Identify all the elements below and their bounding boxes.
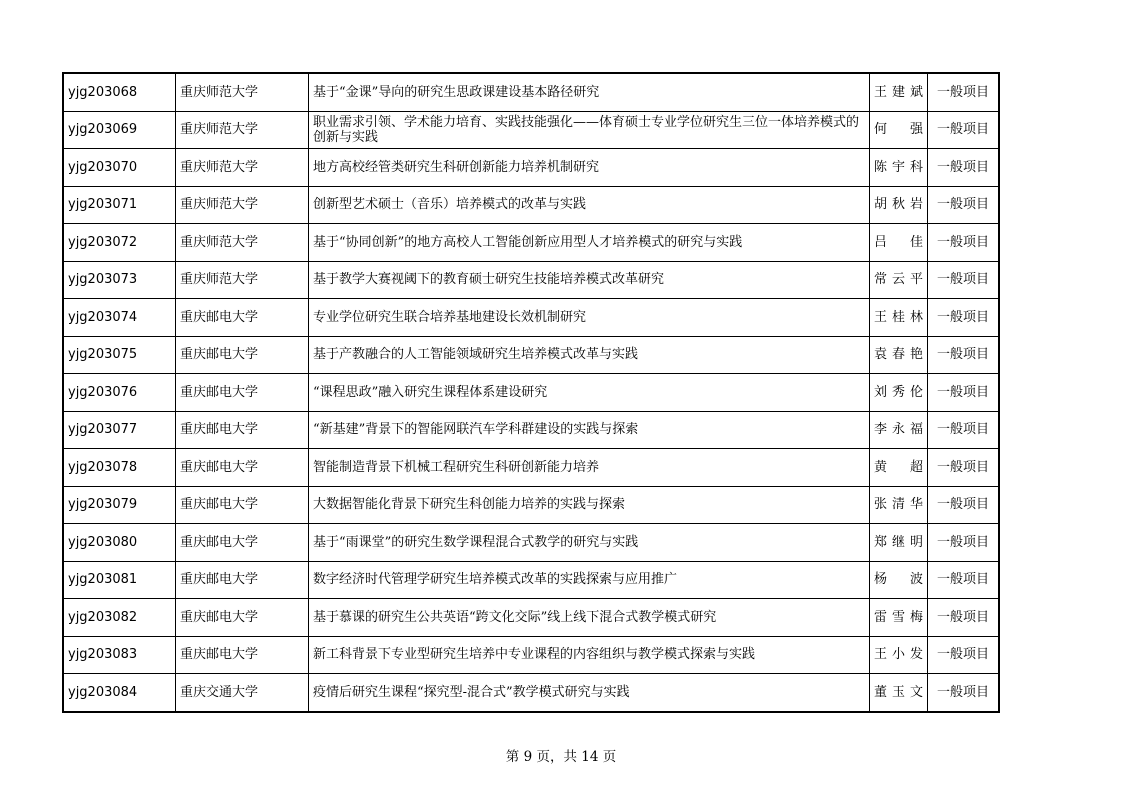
principal-cell: 杨 波 — [870, 561, 928, 599]
project-code-cell: yjg203072 — [63, 224, 176, 262]
principal-cell: 雷雪梅 — [870, 599, 928, 637]
project-title-cell: 基于“雨课堂”的研究生数学课程混合式教学的研究与实践 — [309, 524, 870, 562]
principal-cell: 李永福 — [870, 411, 928, 449]
project-code-cell: yjg203078 — [63, 449, 176, 487]
project-title-cell: 智能制造背景下机械工程研究生科研创新能力培养 — [309, 449, 870, 487]
principal-cell: 刘秀伦 — [870, 374, 928, 412]
project-code-cell: yjg203082 — [63, 599, 176, 637]
table-row — [63, 149, 999, 187]
project-code-cell: yjg203071 — [63, 186, 176, 224]
table-row — [63, 449, 999, 487]
project-type-cell: 一般项目 — [928, 374, 1000, 412]
project-type-cell: 一般项目 — [928, 186, 1000, 224]
project-title-cell: 基于“金课”导向的研究生思政课建设基本路径研究 — [309, 73, 870, 111]
project-type-cell: 一般项目 — [928, 674, 1000, 712]
project-code-cell: yjg203083 — [63, 636, 176, 674]
principal-cell: 郑继明 — [870, 524, 928, 562]
principal-cell: 袁春艳 — [870, 336, 928, 374]
principal-cell: 董玉文 — [870, 674, 928, 712]
principal-cell: 何 强 — [870, 111, 928, 149]
project-code-cell: yjg203076 — [63, 374, 176, 412]
school-cell: 重庆师范大学 — [176, 73, 309, 111]
principal-cell: 吕 佳 — [870, 224, 928, 262]
school-cell: 重庆师范大学 — [176, 149, 309, 187]
project-title-cell: 创新型艺术硕士（音乐）培养模式的改革与实践 — [309, 186, 870, 224]
project-code-cell: yjg203069 — [63, 111, 176, 149]
school-cell: 重庆邮电大学 — [176, 636, 309, 674]
project-table — [62, 72, 1000, 713]
project-type-cell: 一般项目 — [928, 636, 1000, 674]
project-code-cell: yjg203075 — [63, 336, 176, 374]
project-code-cell: yjg203073 — [63, 261, 176, 299]
school-cell: 重庆师范大学 — [176, 186, 309, 224]
project-type-cell: 一般项目 — [928, 561, 1000, 599]
table-row — [63, 299, 999, 337]
project-code-cell: yjg203081 — [63, 561, 176, 599]
project-title-cell: 基于慕课的研究生公共英语“跨文化交际”线上线下混合式教学模式研究 — [309, 599, 870, 637]
table-row — [63, 599, 999, 637]
project-title-cell: 疫情后研究生课程“探究型-混合式”教学模式研究与实践 — [309, 674, 870, 712]
principal-cell: 张清华 — [870, 486, 928, 524]
project-type-cell: 一般项目 — [928, 149, 1000, 187]
school-cell: 重庆邮电大学 — [176, 486, 309, 524]
school-cell: 重庆邮电大学 — [176, 599, 309, 637]
project-type-cell: 一般项目 — [928, 111, 1000, 149]
school-cell: 重庆邮电大学 — [176, 374, 309, 412]
principal-cell: 胡秋岩 — [870, 186, 928, 224]
project-code-cell: yjg203068 — [63, 73, 176, 111]
page-footer: 第 9 页，共 14 页 — [505, 749, 617, 765]
table-row — [63, 674, 999, 712]
table-row — [63, 224, 999, 262]
project-code-cell: yjg203074 — [63, 299, 176, 337]
school-cell: 重庆交通大学 — [176, 674, 309, 712]
table-row — [63, 524, 999, 562]
principal-cell: 王建斌 — [870, 73, 928, 111]
project-title-cell: 新工科背景下专业型研究生培养中专业课程的内容组织与教学模式探索与实践 — [309, 636, 870, 674]
table-row — [63, 111, 999, 149]
table-row — [63, 261, 999, 299]
school-cell: 重庆邮电大学 — [176, 524, 309, 562]
project-code-cell: yjg203070 — [63, 149, 176, 187]
project-code-cell: yjg203079 — [63, 486, 176, 524]
project-type-cell: 一般项目 — [928, 224, 1000, 262]
school-cell: 重庆师范大学 — [176, 224, 309, 262]
school-cell: 重庆邮电大学 — [176, 561, 309, 599]
project-title-cell: 基于产教融合的人工智能领域研究生培养模式改革与实践 — [309, 336, 870, 374]
school-cell: 重庆邮电大学 — [176, 449, 309, 487]
project-title-cell: 专业学位研究生联合培养基地建设长效机制研究 — [309, 299, 870, 337]
project-title-cell: 数字经济时代管理学研究生培养模式改革的实践探索与应用推广 — [309, 561, 870, 599]
principal-cell: 常云平 — [870, 261, 928, 299]
project-type-cell: 一般项目 — [928, 599, 1000, 637]
project-title-cell: 大数据智能化背景下研究生科创能力培养的实践与探索 — [309, 486, 870, 524]
table-row — [63, 336, 999, 374]
project-type-cell: 一般项目 — [928, 261, 1000, 299]
school-cell: 重庆师范大学 — [176, 111, 309, 149]
school-cell: 重庆师范大学 — [176, 261, 309, 299]
school-cell: 重庆邮电大学 — [176, 299, 309, 337]
principal-cell: 王小发 — [870, 636, 928, 674]
project-type-cell: 一般项目 — [928, 299, 1000, 337]
table-row — [63, 411, 999, 449]
table-row — [63, 374, 999, 412]
project-type-cell: 一般项目 — [928, 486, 1000, 524]
project-code-cell: yjg203084 — [63, 674, 176, 712]
school-cell: 重庆邮电大学 — [176, 336, 309, 374]
project-title-cell: 职业需求引领、学术能力培育、实践技能强化——体育硕士专业学位研究生三位一体培养模式的创新与实践 — [309, 111, 870, 149]
table-row — [63, 486, 999, 524]
table-row — [63, 186, 999, 224]
project-type-cell: 一般项目 — [928, 336, 1000, 374]
project-title-cell: 基于“协同创新”的地方高校人工智能创新应用型人才培养模式的研究与实践 — [309, 224, 870, 262]
table-row — [63, 73, 999, 111]
project-type-cell: 一般项目 — [928, 524, 1000, 562]
project-title-cell: 地方高校经管类研究生科研创新能力培养机制研究 — [309, 149, 870, 187]
project-code-cell: yjg203080 — [63, 524, 176, 562]
principal-cell: 陈宇科 — [870, 149, 928, 187]
project-type-cell: 一般项目 — [928, 73, 1000, 111]
project-type-cell: 一般项目 — [928, 411, 1000, 449]
table-row — [63, 636, 999, 674]
project-type-cell: 一般项目 — [928, 449, 1000, 487]
school-cell: 重庆邮电大学 — [176, 411, 309, 449]
project-title-cell: “课程思政”融入研究生课程体系建设研究 — [309, 374, 870, 412]
project-title-cell: 基于教学大赛视阈下的教育硕士研究生技能培养模式改革研究 — [309, 261, 870, 299]
principal-cell: 王桂林 — [870, 299, 928, 337]
project-title-cell: “新基建”背景下的智能网联汽车学科群建设的实践与探索 — [309, 411, 870, 449]
table-row — [63, 561, 999, 599]
principal-cell: 黄 超 — [870, 449, 928, 487]
project-code-cell: yjg203077 — [63, 411, 176, 449]
